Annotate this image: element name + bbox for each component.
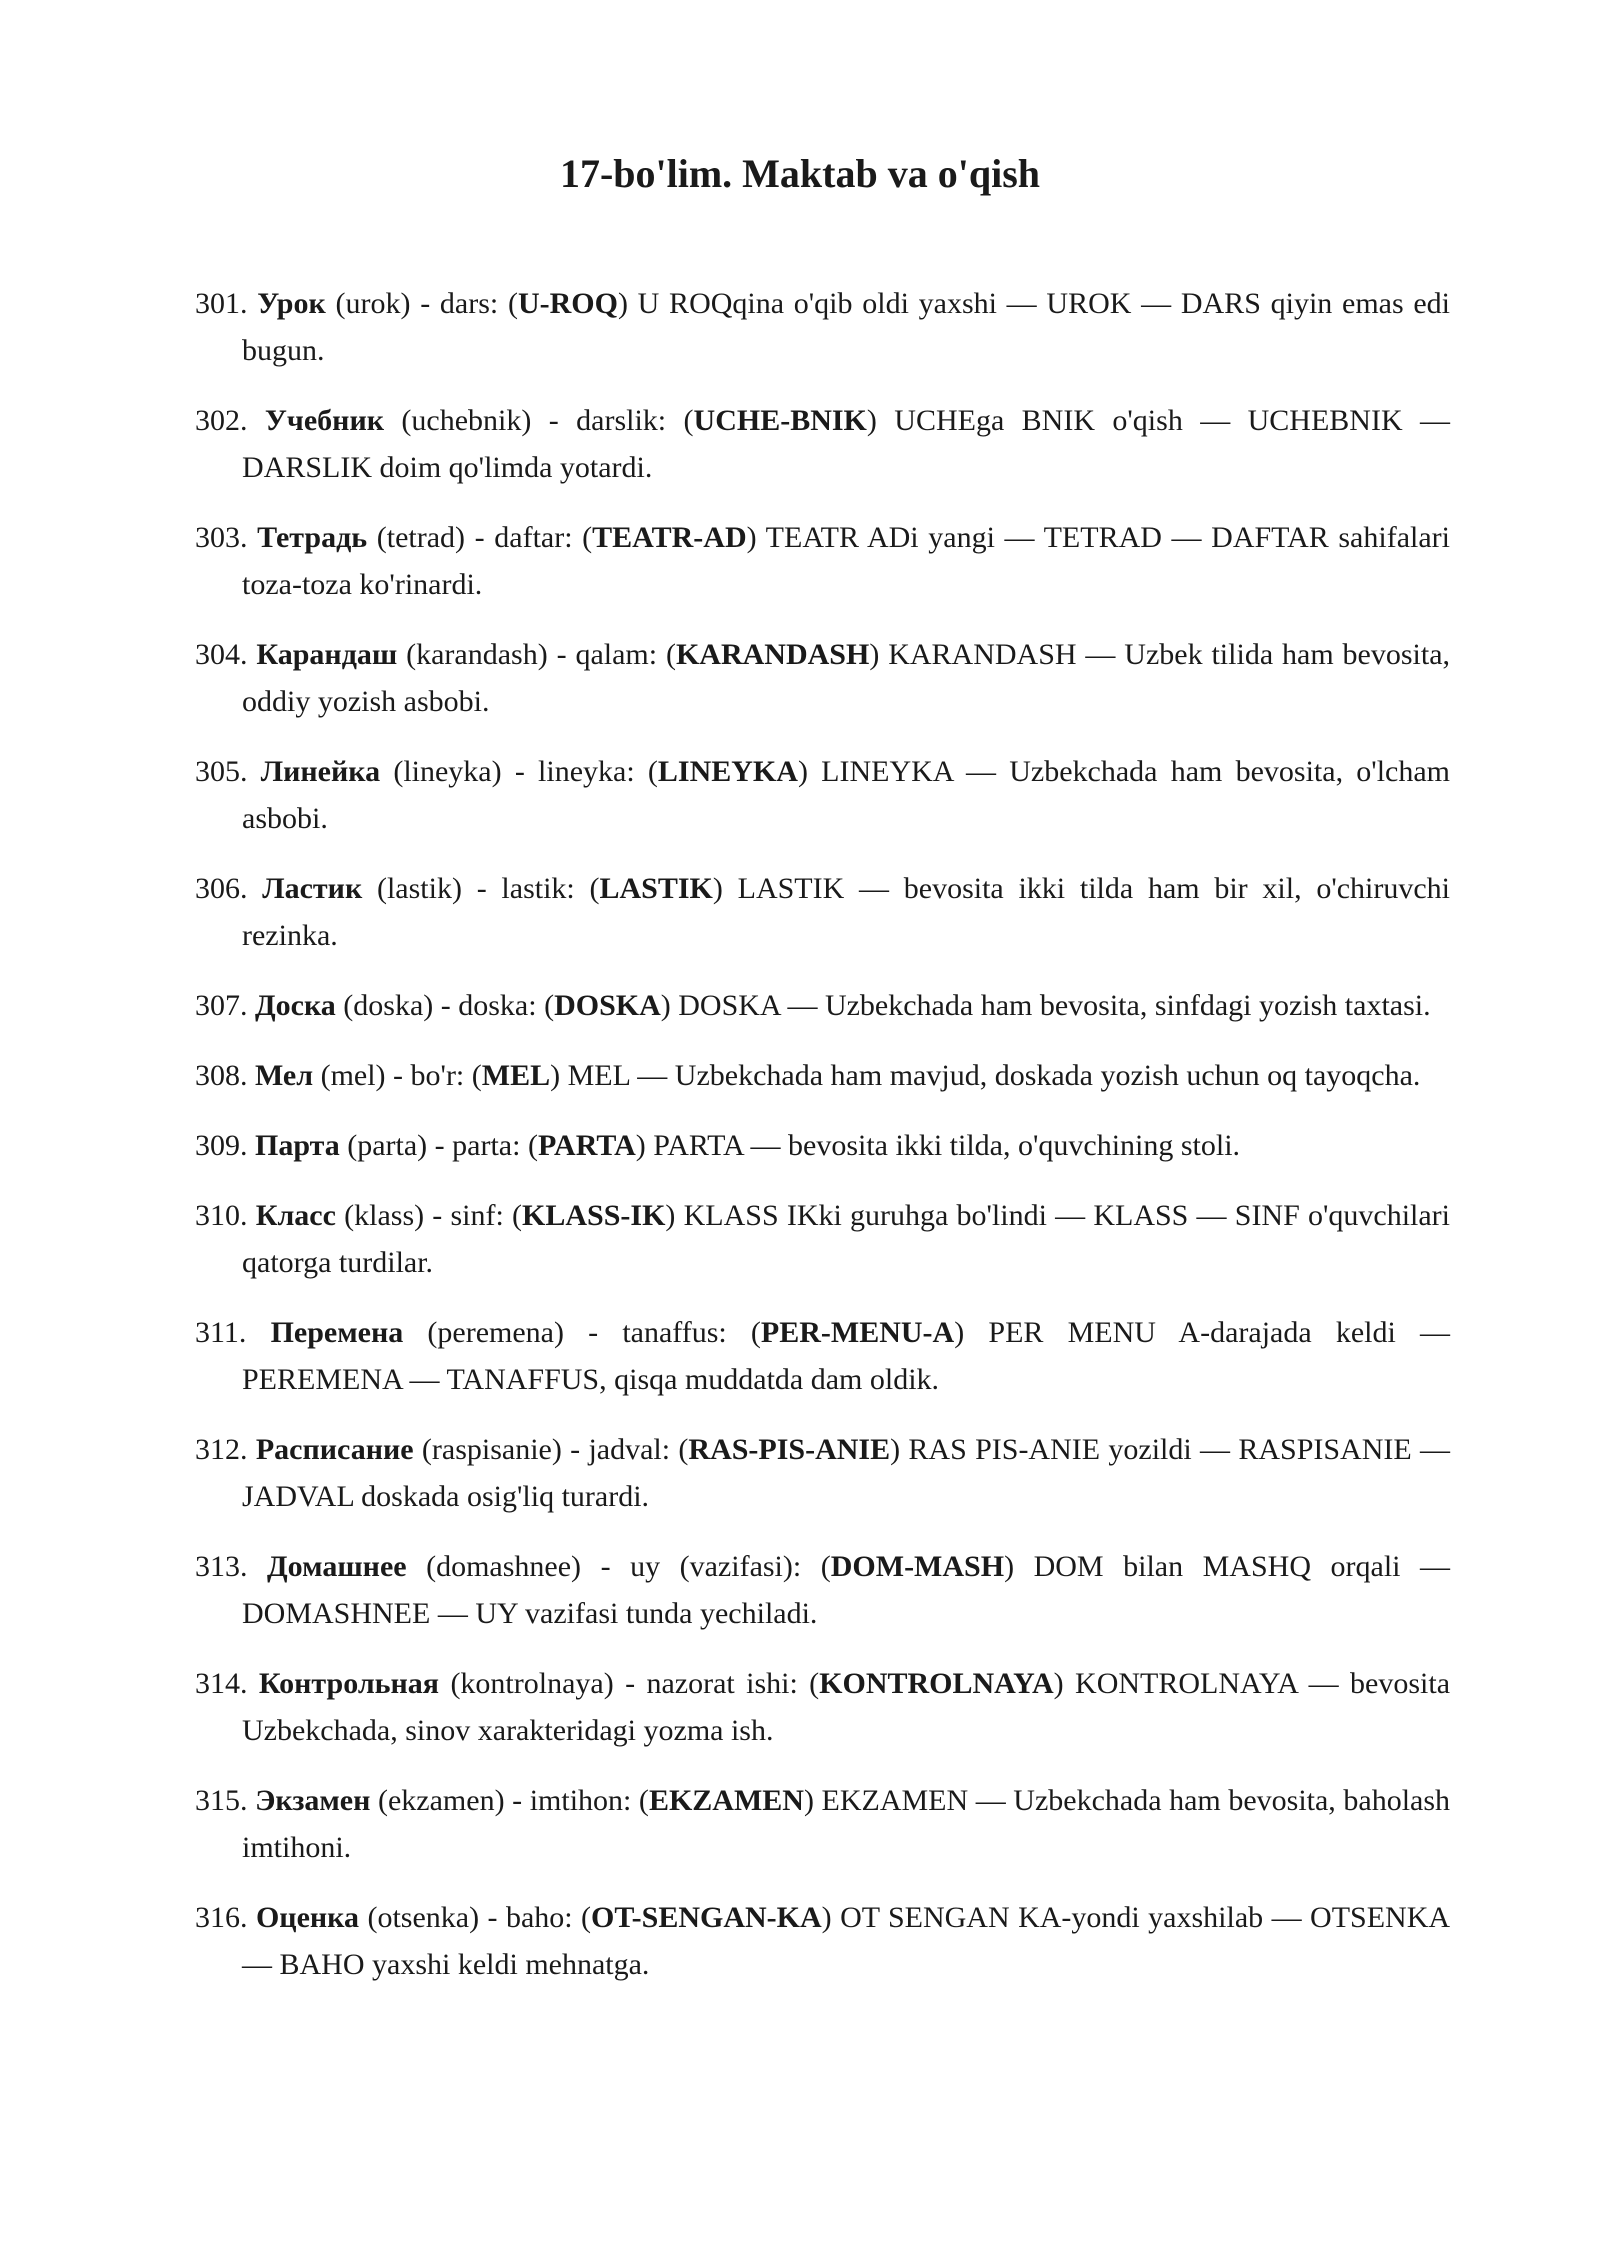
mnemonic-text: ) KARANDASH — Uzbek tilida ham bevosita, oddiy yozish asbobi. [242,638,1451,718]
russian-word: Мел [255,1059,314,1092]
mnemonic-text: ) KONTROLNAYA — bevosita Uzbekchada, sinov xarakteridagi yozma ish. [242,1667,1451,1747]
russian-word: Класс [255,1199,336,1232]
transliteration-meaning: (mel) - bo'r: ( [320,1059,482,1092]
transliteration-meaning: (urok) - dars: ( [335,287,518,320]
russian-word: Карандаш [256,638,398,671]
mnemonic-text: ) LINEYKA — Uzbekchada ham bevosita, o'lcham asbobi. [242,755,1451,835]
vocab-entry [195,1426,1450,1520]
mnemonic-text: ) TEATR ADi yangi — TETRAD — DAFTAR sahifalari toza-toza ko'rinardi. [242,521,1450,601]
entry-number: 313. [195,1550,248,1583]
entry-number: 312. [195,1433,248,1466]
transliteration-meaning: (lastik) - lastik: ( [376,872,600,905]
vocab-entry [195,1309,1450,1403]
mnemonic-text: ) OT SENGAN KA-yondi yaxshilab — OTSENKA — BAHO yaxshi keldi mehnatga. [242,1901,1451,1981]
vocab-entry [195,1192,1450,1286]
transliteration-meaning: (domashnee) - uy (vazifasi): ( [426,1550,831,1583]
transliteration-meaning: (uchebnik) - darslik: ( [401,404,694,437]
mnemonic-key: KLASS-IK [522,1199,666,1232]
entry-number: 301. [195,287,248,320]
russian-word: Парта [255,1129,340,1162]
entry-number: 310. [195,1199,248,1232]
russian-word: Линейка [260,755,381,788]
vocab-entry [195,748,1450,842]
mnemonic-text: ) MEL — Uzbekchada ham mavjud, doskada yozish uchun oq tayoqcha. [550,1059,1421,1092]
entry-number: 307. [195,989,248,1022]
mnemonic-key: KARANDASH [675,638,870,671]
page-title: 17-bo'lim. Maktab va o'qish [559,151,1041,196]
mnemonic-key: DOSKA [554,989,661,1022]
vocab-entry [195,1894,1450,1988]
transliteration-meaning: (peremena) - tanaffus: ( [427,1316,761,1349]
entry-number: 315. [195,1784,248,1817]
transliteration-meaning: (raspisanie) - jadval: ( [421,1433,689,1466]
transliteration-meaning: (otsenka) - baho: ( [367,1901,592,1934]
vocab-entry [195,1122,1450,1169]
vocab-entry [195,1543,1450,1637]
entry-number: 316. [195,1901,248,1934]
entry-number: 314. [195,1667,248,1700]
mnemonic-text: ) RAS PIS-ANIE yozildi — RASPISANIE — JADVAL doskada osig'liq turardi. [242,1433,1451,1513]
mnemonic-text: ) LASTIK — bevosita ikki tilda ham bir xil, o'chiruvchi rezinka. [242,872,1451,952]
transliteration-meaning: (ekzamen) - imtihon: ( [377,1784,649,1817]
mnemonic-key: PER-MENU-A [760,1316,955,1349]
mnemonic-key: U-ROQ [517,287,618,320]
vocab-entry [195,397,1450,491]
transliteration-meaning: (klass) - sinf: ( [344,1199,523,1232]
mnemonic-text: ) U ROQqina o'qib oldi yaxshi — UROK — DARS qiyin emas edi bugun. [242,287,1451,367]
entry-number: 303. [195,521,248,554]
russian-word: Оценка [255,1901,360,1934]
mnemonic-text: ) KLASS IKki guruhga bo'lindi — KLASS — SINF o'quvchilari qatorga turdilar. [242,1199,1451,1279]
mnemonic-key: DOM-MASH [830,1550,1005,1583]
russian-word: Тетрадь [257,521,368,554]
russian-word: Расписание [255,1433,414,1466]
mnemonic-text: ) UCHEga BNIK o'qish — UCHEBNIK — DARSLIK doim qo'limda yotardi. [242,404,1451,484]
mnemonic-key: MEL [481,1059,551,1092]
vocab-entry [195,280,1450,374]
entry-number: 311. [195,1316,247,1349]
russian-word: Урок [257,287,326,320]
russian-word: Контрольная [258,1667,440,1700]
vocab-entry [195,1777,1450,1871]
transliteration-meaning: (karandash) - qalam: ( [406,638,676,671]
vocab-entry [195,1052,1450,1099]
mnemonic-key: PARTA [537,1129,636,1162]
entry-number: 308. [195,1059,248,1092]
entry-number: 302. [195,404,248,437]
mnemonic-key: OT-SENGAN-KA [591,1901,822,1934]
vocab-entry [195,1660,1450,1754]
russian-word: Экзамен [255,1784,371,1817]
mnemonic-text: ) PER MENU A-darajada keldi — PEREMENA — TANAFFUS, qisqa muddatda dam oldik. [242,1316,1450,1396]
mnemonic-text: ) DOM bilan MASHQ orqali — DOMASHNEE — UY vazifasi tunda yechiladi. [242,1550,1451,1630]
mnemonic-text: ) EKZAMEN — Uzbekchada ham bevosita, baholash imtihoni. [242,1784,1451,1864]
mnemonic-key: EKZAMEN [648,1784,804,1817]
vocab-entry [195,982,1450,1029]
vocab-entry [195,631,1450,725]
russian-word: Домашнее [267,1550,407,1583]
entry-number: 309. [195,1129,248,1162]
mnemonic-key: TEATR-AD [592,521,747,554]
mnemonic-key: RAS-PIS-ANIE [688,1433,891,1466]
entry-number: 306. [195,872,248,905]
vocab-entry [195,514,1450,608]
russian-word: Ластик [262,872,363,905]
entry-number: 304. [195,638,248,671]
entry-number: 305. [195,755,248,788]
transliteration-meaning: (tetrad) - daftar: ( [376,521,593,554]
mnemonic-key: LINEYKA [657,755,798,788]
russian-word: Доска [255,989,336,1022]
mnemonic-text: ) PARTA — bevosita ikki tilda, o'quvchining stoli. [635,1129,1241,1162]
vocab-entry [195,865,1450,959]
transliteration-meaning: (doska) - doska: ( [343,989,555,1022]
russian-word: Учебник [264,404,385,437]
transliteration-meaning: (lineyka) - lineyka: ( [393,755,658,788]
transliteration-meaning: (parta) - parta: ( [347,1129,538,1162]
russian-word: Перемена [270,1316,404,1349]
mnemonic-text: ) DOSKA — Uzbekchada ham bevosita, sinfdagi yozish taxtasi. [660,989,1431,1022]
transliteration-meaning: (kontrolnaya) - nazorat ishi: ( [450,1667,820,1700]
mnemonic-key: UCHE-BNIK [693,404,867,437]
mnemonic-key: LASTIK [599,872,713,905]
mnemonic-key: KONTROLNAYA [819,1667,1054,1700]
entry-list [195,280,1450,2011]
